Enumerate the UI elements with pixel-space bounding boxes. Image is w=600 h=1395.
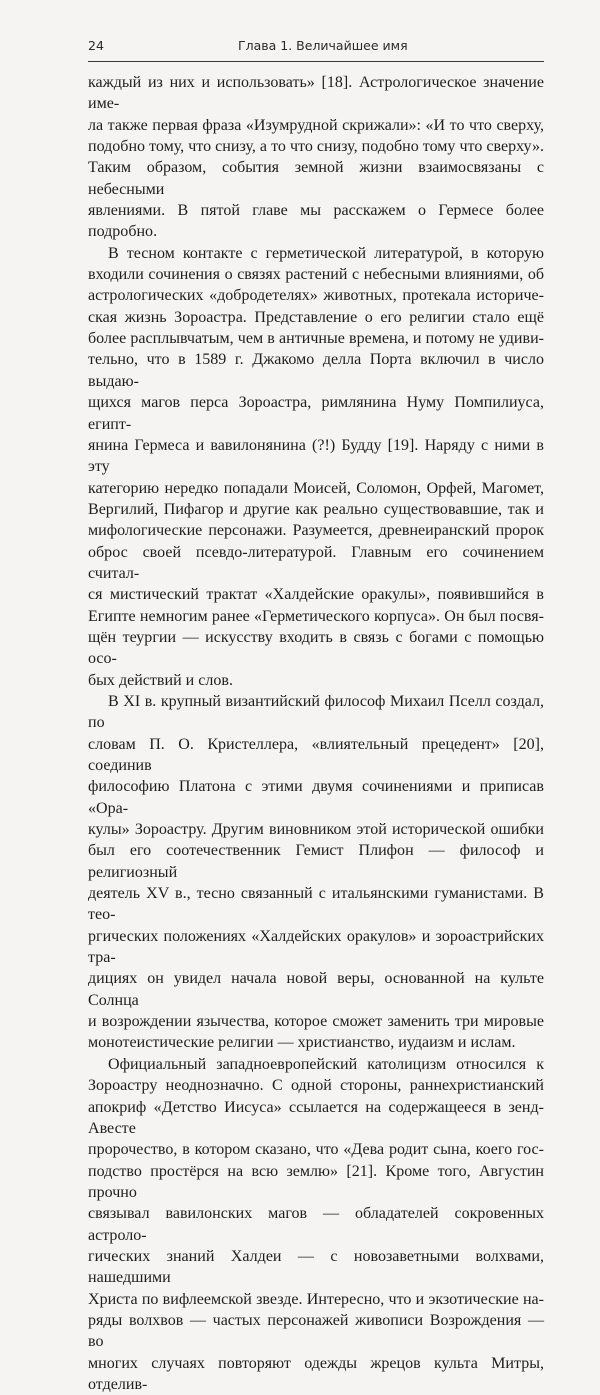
paragraph (88, 72, 544, 243)
text-line: Вергилий, Пифагор и другие как реально существовавшие, так и (88, 500, 544, 518)
text-line: Христа по вифлеемской звезде. Интересно, что и экзотические на- (88, 1290, 544, 1308)
text-line: В XI в. крупный византийский философ Михаил Пселл создал, по (88, 692, 544, 732)
text-line: ргических положениях «Халдейских оракулов» и зороастрийских тра- (88, 927, 544, 967)
text-line: явлениями. В пятой главе мы расскажем о Гермесе более подробно. (88, 202, 544, 241)
chapter-title: Глава 1. Величайшее имя (238, 38, 408, 53)
text-line: каждый из них и использовать» [18]. Астрологическое значение име- (88, 74, 544, 113)
body-text (88, 72, 544, 1395)
paragraph (88, 691, 544, 1054)
text-line: Зороастру неоднозначно. С одной стороны, раннехристианский (88, 1077, 544, 1095)
text-line: многих случаях повторяют одежды жрецов культа Митры, отделив- (88, 1354, 544, 1393)
paragraph (88, 1054, 544, 1395)
text-line: щихся магов перса Зороастра, римлянина Нуму Помпилиуса, египт- (88, 394, 544, 433)
text-line: оброс своей псевдо-литературой. Главным его сочинением считал- (88, 543, 544, 582)
text-line: гических знаний Халдеи — с новозаветными волхвами, нашедшими (88, 1247, 544, 1287)
text-line: пророчество, в котором сказано, что «Дева родит сына, коего гос- (88, 1141, 544, 1159)
text-line: мифологические персонажи. Разумеется, древнеиранский пророк (88, 522, 544, 540)
text-line: бых действий и слов. (88, 671, 233, 689)
text-line: подство простёрся на всю землю» [21]. Кроме того, Августин прочно (88, 1162, 544, 1201)
text-line: и возрождении язычества, которое сможет заменить три мировые (88, 1013, 544, 1031)
text-line: янина Гермеса и вавилонянина (?!) Будду [19]. Наряду с ними в эту (88, 436, 544, 476)
text-line: ряды волхвов — частых персонажей живописи Возрождения — во (88, 1311, 544, 1351)
text-line: категорию нередко попадали Моисей, Соломон, Орфей, Магомет, (88, 479, 544, 497)
text-line: более расплывчатым, чем в античные времена, и потому не удиви- (88, 330, 544, 348)
text-line: подобно тому, что снизу, а то что снизу, подобно тому что сверху». (88, 138, 544, 156)
text-line: входили сочинения о связях растений с небесными влияниями, об (88, 266, 544, 284)
text-line: астрологических «добродетелях» животных, протекала историче- (88, 287, 544, 305)
text-line: Таким образом, события земной жизни взаимосвязаны с небесными (88, 159, 544, 198)
text-line: был его соотечественник Гемист Плифон — философ и религиозный (88, 842, 544, 881)
text-line: монотеистические религии — христианство, иудаизм и ислам. (88, 1034, 516, 1052)
text-line: Официальный западноевропейский католицизм относился к (108, 1055, 544, 1073)
text-line: ла также первая фраза «Изумрудной скрижали»: «И то что сверху, (88, 116, 544, 134)
text-line: В тесном контакте с герметической литературой, в которую (108, 244, 544, 262)
header-rule (88, 61, 544, 62)
text-line: философию Платона с этими двумя сочинениями и приписав «Ора- (88, 778, 544, 817)
text-line: деятель XV в., тесно связанный с итальянскими гуманистами. В тео- (88, 885, 544, 924)
running-head (88, 0, 544, 53)
text-line: тельно, что в 1589 г. Джакомо делла Порта включил в число выдаю- (88, 351, 544, 390)
text-line: апокриф «Детство Иисуса» ссылается на содержащееся в зенд-Авесте (88, 1098, 544, 1137)
paragraph (88, 243, 544, 691)
text-line: связывал вавилонских магов — обладателей сокровенных астроло- (88, 1205, 544, 1244)
text-line: ская жизнь Зороастра. Представление о его религии стало ещё (88, 308, 544, 326)
page-number: 24 (88, 38, 104, 53)
text-line: кулы» Зороастру. Другим виновником этой исторической ошибки (88, 821, 544, 839)
text-line: Египте немногим ранее «Герметического корпуса». Он был посвя- (88, 607, 544, 625)
text-line: ся мистический трактат «Халдейские оракулы», появившийся в (88, 586, 544, 604)
text-line: дициях он увидел начала новой веры, основанной на культе Солнца (88, 970, 544, 1009)
text-line: словам П. О. Кристеллера, «влиятельный прецедент» [20], соединив (88, 735, 544, 774)
text-line: щён теургии — искусству входить в связь с богами с помощью осо- (88, 628, 544, 668)
